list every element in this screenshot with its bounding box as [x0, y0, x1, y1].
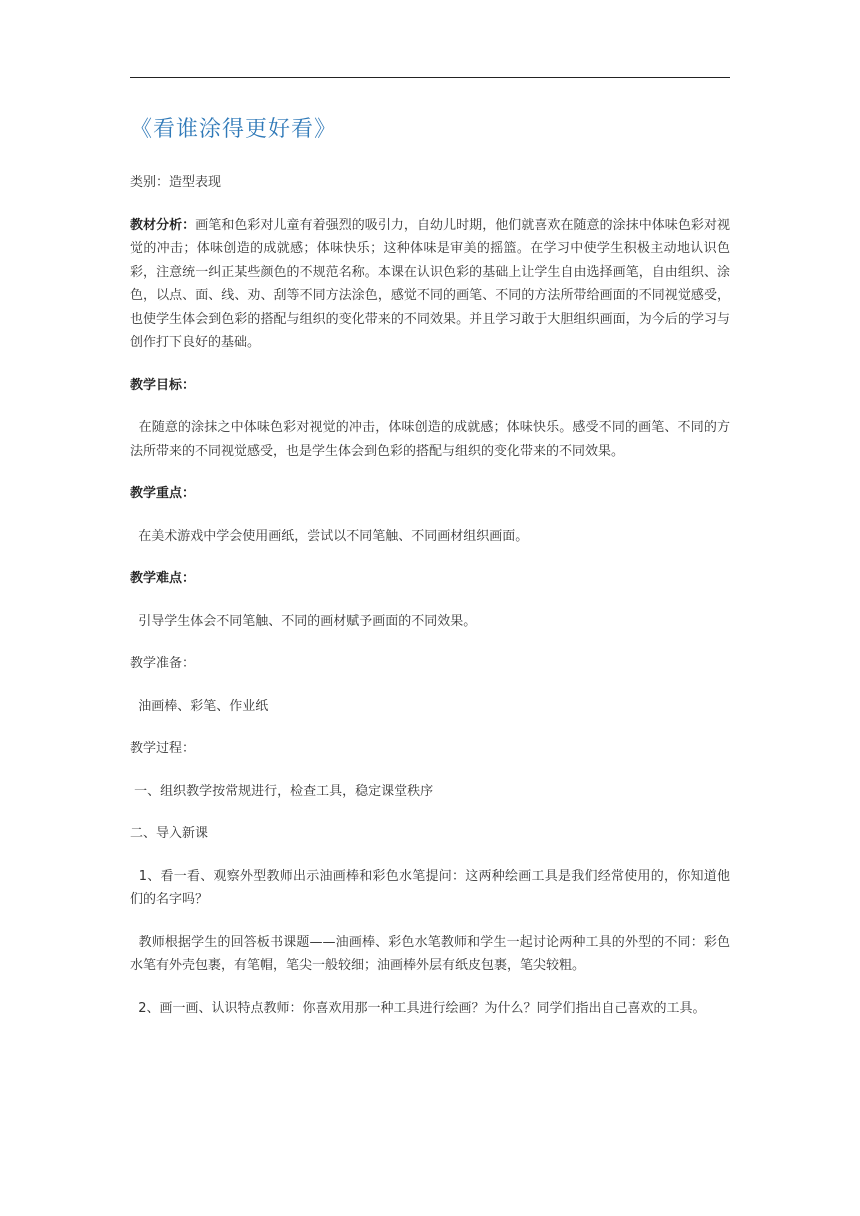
process-step-2: 二、导入新课 — [130, 826, 209, 841]
preparation-heading: 教学准备： — [130, 656, 196, 671]
category-line: 类别：造型表现 — [130, 175, 222, 190]
difficulties-text: 引导学生体会不同笔触、不同的画材赋予画面的不同效果。 — [130, 613, 477, 629]
analysis-label: 教材分析： — [130, 217, 196, 233]
header-rule — [130, 77, 730, 78]
key-points-heading: 教学重点： — [130, 486, 196, 501]
analysis-text: 画笔和色彩对儿童有着强烈的吸引力，自幼儿时期，他们就喜欢在随意的涂抹中体味色彩对视觉的冲击；体味创造的成就感；体味快乐；这种体味是审美的摇篮。在学习中使学生积极主动地认识色彩，注意统一纠正某些颜色的不规范名称。本课在认识色彩的基础上让学生自由选择画笔，自由组织、涂色，以点、面、线、劝、刮等不同方法涂色，感觉不同的画笔、不同的方法所带给画面的不同视觉感受，也使学生体会到色彩的搭配与组织的变化带来的不同效果。并且学习敢于大胆组织画面，为今后的学习与创作打下良好的基础。 — [130, 217, 730, 350]
process-paragraph-1: 1、看一看、观察外型教师出示油画棒和彩色水笔提问：这两种绘画工具是我们经常使用的，你知道他们的名字吗？ — [130, 868, 730, 907]
goals-text: 在随意的涂抹之中体味色彩对视觉的冲击，体味创造的成就感；体味快乐。感受不同的画笔、不同的方法所带来的不同视觉感受，也是学生体会到色彩的搭配与组织的变化带来的不同效果。 — [130, 420, 730, 459]
process-step-1: 一、组织教学按常规进行，检查工具，稳定课堂秩序 — [130, 783, 434, 799]
analysis-paragraph — [130, 214, 730, 355]
preparation-text: 油画棒、彩笔、作业纸 — [130, 698, 269, 714]
key-points-text: 在美术游戏中学会使用画纸，尝试以不同笔触、不同画材组织画面。 — [130, 528, 529, 544]
process-paragraph-3: 2、画一画、认识特点教师：你喜欢用那一种工具进行绘画？为什么？同学们指出自己喜欢的工具。 — [130, 1000, 706, 1016]
goals-heading: 教学目标： — [130, 377, 196, 393]
document-body — [130, 171, 730, 1039]
lesson-title: 《看谁涂得更好看》 — [130, 117, 338, 142]
process-heading: 教学过程： — [130, 741, 196, 756]
difficulties-heading: 教学难点： — [130, 571, 196, 586]
process-paragraph-2: 教师根据学生的回答板书课题——油画棒、彩色水笔教师和学生一起讨论两种工具的外型的不同：彩色水笔有外壳包裹，有笔帽，笔尖一般较细；油画棒外层有纸皮包裹，笔尖较粗。 — [130, 934, 730, 973]
